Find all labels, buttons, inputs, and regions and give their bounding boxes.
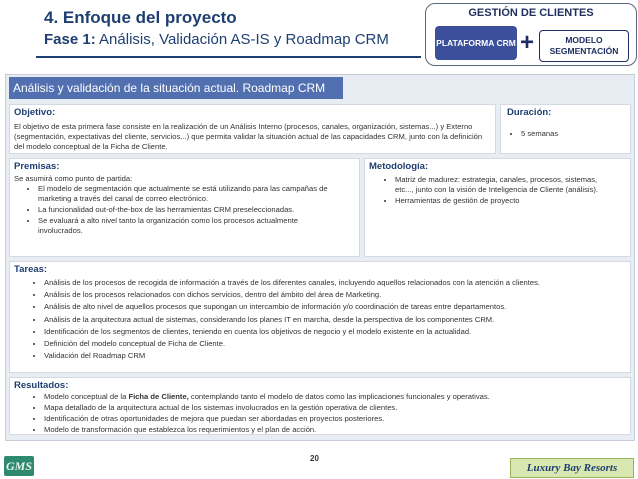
list-item: • Análisis de alto nivel de aquellos procesos que supongan un intercambio de información y/o coordinación de tareas entre departamentos. [44,302,604,312]
list-item: • La funcionalidad out-of-the-box de las herramientas CRM preseleccionadas. [38,205,338,215]
section-banner: Análisis y validación de la situación actual. Roadmap CRM [9,77,343,99]
plataforma-crm-block [435,26,517,60]
list-item: • Definición del modelo conceptual de Ficha de Cliente. [44,339,604,349]
resultados-first-pre: Modelo conceptual de la [44,392,129,401]
slide-subtitle [44,31,389,48]
header-underline [36,56,421,58]
plus-sign: + [520,29,535,56]
list-item: • El modelo de segmentación que actualmente se está utilizando para las campañas de marketing a través del canal de correo electrónico. [38,184,338,204]
objetivo-title: Objetivo: [14,107,56,118]
resultados-title: Resultados: [14,380,69,391]
list-item: • Validación del Roadmap CRM [44,351,604,361]
tareas-title: Tareas: [14,264,48,275]
resultados-first-post: contemplando tanto el modelo de datos como las implicaciones funcionales y operativas. [188,392,490,401]
premisas-list [14,184,338,236]
tareas-list [14,278,604,361]
objetivo-panel [9,104,496,154]
list-item: • 5 semanas [521,129,624,139]
subtitle-text: Análisis, Validación AS-IS y Roadmap CRM [95,31,389,48]
list-item: • Análisis de los procesos relacionados con dichos servicios, dentro del ámbito del área de Marketing. [44,290,604,300]
list-item: • Mapa detallado de la arquitectura actual de los sistemas involucrados en la gestión operativa de clientes. [44,403,626,413]
tareas-panel [9,261,631,373]
premisas-intro: Se asumirá como punto de partida: [14,174,133,183]
premisas-panel [9,158,360,257]
ficha-cliente-bold: Ficha de Cliente, [128,392,189,401]
gestion-clientes-box [425,3,637,66]
resultados-panel [9,377,631,435]
duracion-panel [500,104,631,154]
list-item: • Análisis de los procesos de recogida de información a través de los diferentes canales, incluyendo aquellos relacionados con la atención a clientes. [44,278,604,288]
metodologia-title: Metodología: [369,161,429,172]
list-item: • Matriz de madurez: estrategia, canales, procesos, sistemas, etc..., junto con la visión de Inteligencia de Cliente (análisis). [395,175,615,195]
list-item: • Análisis de la arquitectura actual de sistemas, considerando los planes IT en marcha, desde la perspectiva de los componentes CRM. [44,315,604,325]
premisas-title: Premisas: [14,161,60,172]
list-item: • Herramientas de gestión de proyecto [395,196,615,206]
gms-logo: GMS [4,456,34,476]
gestion-clientes-title: GESTIÓN DE CLIENTES [468,7,594,19]
resultados-list [14,392,626,435]
list-item: • Modelo de transformación que establezca los requerimientos y el plan de acción. [44,425,626,435]
plataforma-crm-label: PLATAFORMA CRM [436,38,516,48]
metodologia-panel [364,158,631,257]
list-item [44,392,626,402]
objetivo-text: El objetivo de esta primera fase consiste en la realización de un Análisis Interno (procesos, canales, organización, sistemas...) y Externo (segmentación, expectativas del cliente, servicios...) que permita validar la situación actual de las capacidades CRM, junto con la definición del modelo conceptual de la Ficha de Cliente. [14,122,483,151]
duracion-title: Duración: [507,107,552,118]
list-item: • Se evaluará a alto nivel tanto la organización como los procesos actualmente involucrados. [38,216,338,236]
luxury-bay-resorts-logo: Luxury Bay Resorts [510,458,634,478]
list-item: • Identificación de otras oportunidades de mejora que puedan ser abordadas en proyectos posteriores. [44,414,626,424]
subtitle-phase: Fase 1: [44,31,96,48]
modelo-segmentacion-block [539,30,629,62]
metodologia-list [369,175,615,206]
modelo-segmentacion-label: MODELO SEGMENTACIÓN [549,35,619,56]
duracion-list [507,129,624,139]
slide-title: 4. Enfoque del proyecto [44,8,237,27]
page-number: 20 [310,454,319,463]
list-item: • Identificación de los segmentos de clientes, teniendo en cuenta los objetivos de negocio y el modelo existente en la actualidad. [44,327,604,337]
